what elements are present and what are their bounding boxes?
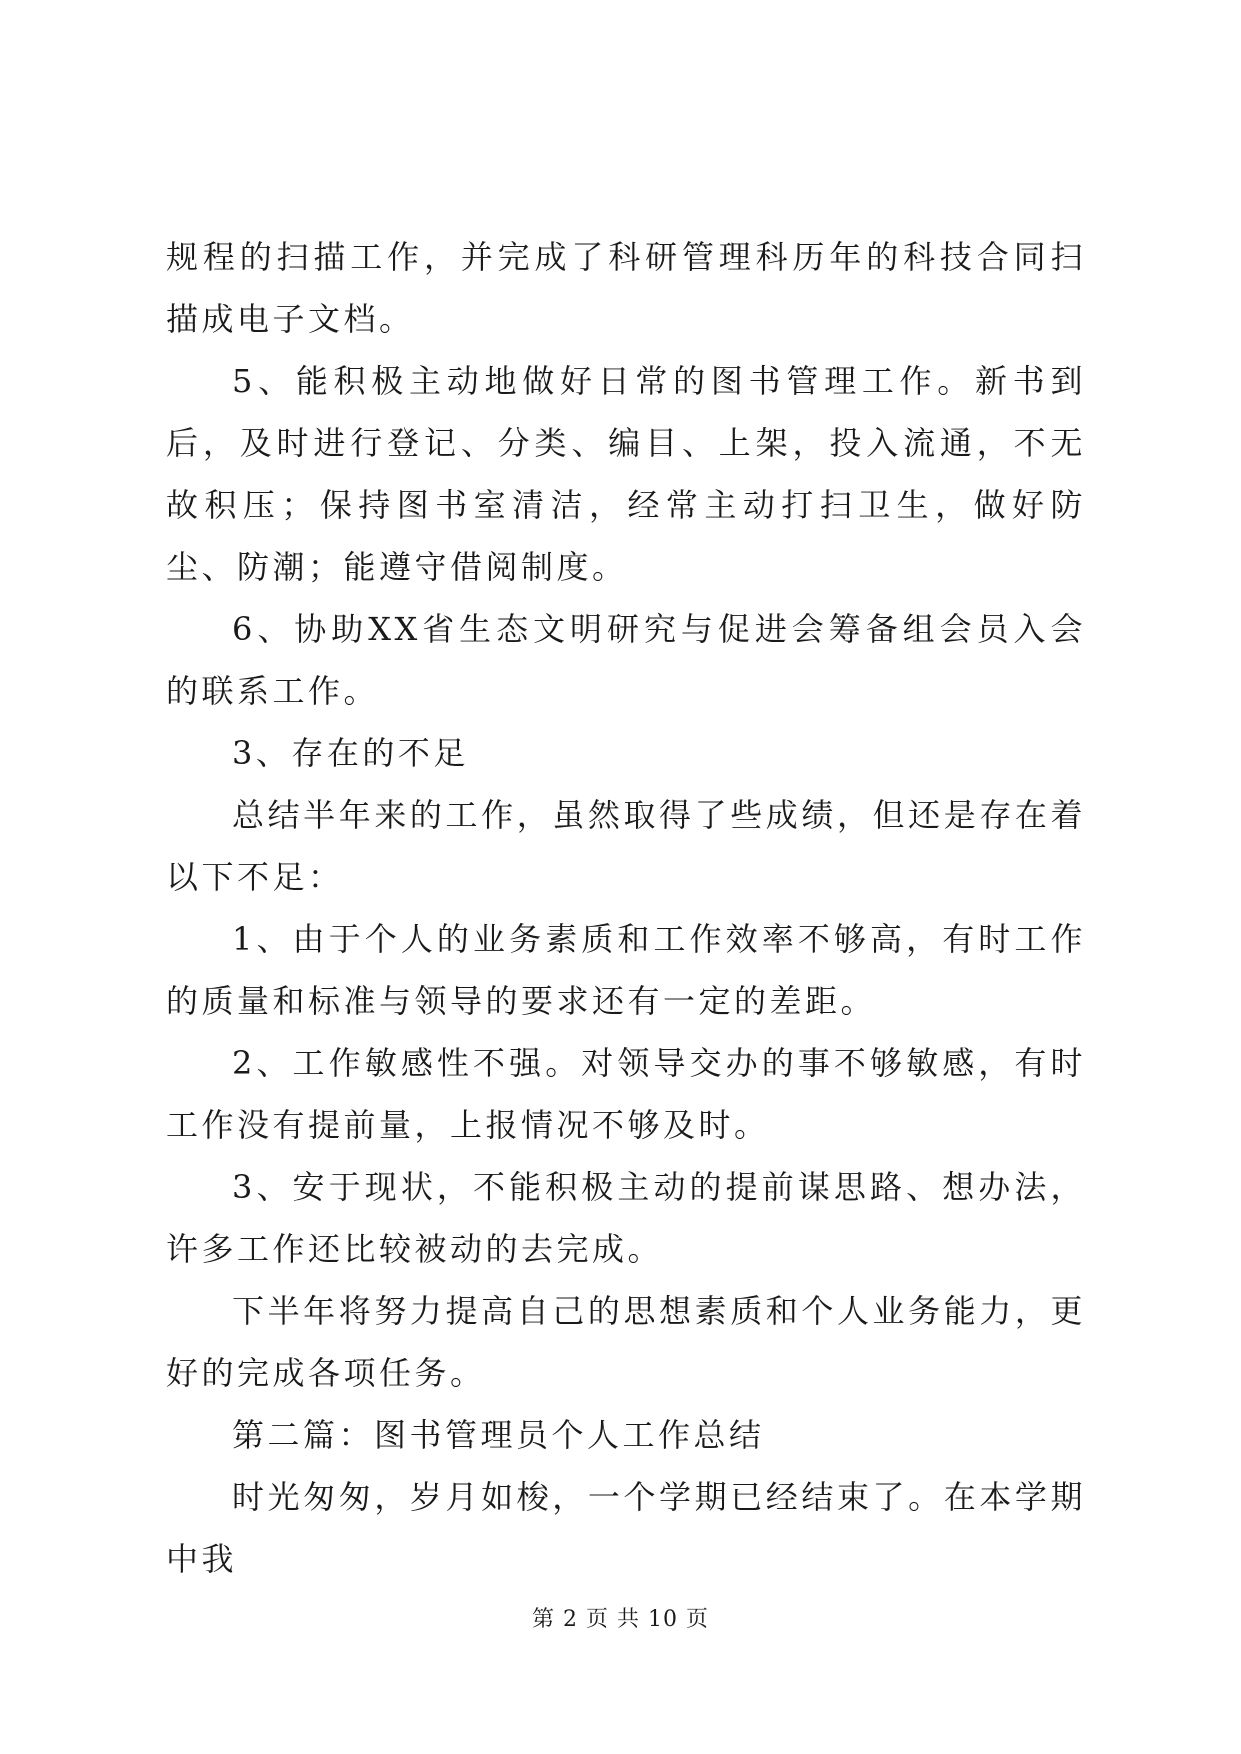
section-title-part-two: 第二篇：图书管理员个人工作总结 [232,1416,765,1454]
paragraph-summary-intro: 总结半年来的工作，虽然取得了些成绩，但还是存在着以下不足： [166,796,1086,896]
paragraph-item-5: 5、能积极主动地做好日常的图书管理工作。新书到后，及时进行登记、分类、编目、上架，投入流通，不无故积压；保持图书室清洁，经常主动打扫卫生，做好防尘、防潮；能遵守借阅制度。 [166,362,1086,586]
paragraph-plan: 下半年将努力提高自己的思想素质和个人业务能力，更好的完成各项任务。 [166,1292,1086,1392]
paragraph-part-two-opening: 时光匆匆，岁月如梭，一个学期已经结束了。在本学期中我 [166,1478,1086,1578]
paragraph-shortcoming-1: 1、由于个人的业务素质和工作效率不够高，有时工作的质量和标准与领导的要求还有一定的差距。 [166,920,1086,1020]
paragraph-continuation: 规程的扫描工作，并完成了科研管理科历年的科技合同扫描成电子文档。 [166,238,1086,338]
section-heading-shortcomings: 3、存在的不足 [232,734,469,772]
paragraph-item-6: 6、协助XX省生态文明研究与促进会筹备组会员入会的联系工作。 [166,610,1086,710]
paragraph-shortcoming-3: 3、安于现状，不能积极主动的提前谋思路、想办法，许多工作还比较被动的去完成。 [166,1168,1086,1268]
page-number-footer: 第 2 页 共 10 页 [532,1607,709,1632]
paragraph-shortcoming-2: 2、工作敏感性不强。对领导交办的事不够敏感，有时工作没有提前量，上报情况不够及时。 [166,1044,1086,1144]
document-body [166,226,1086,1590]
